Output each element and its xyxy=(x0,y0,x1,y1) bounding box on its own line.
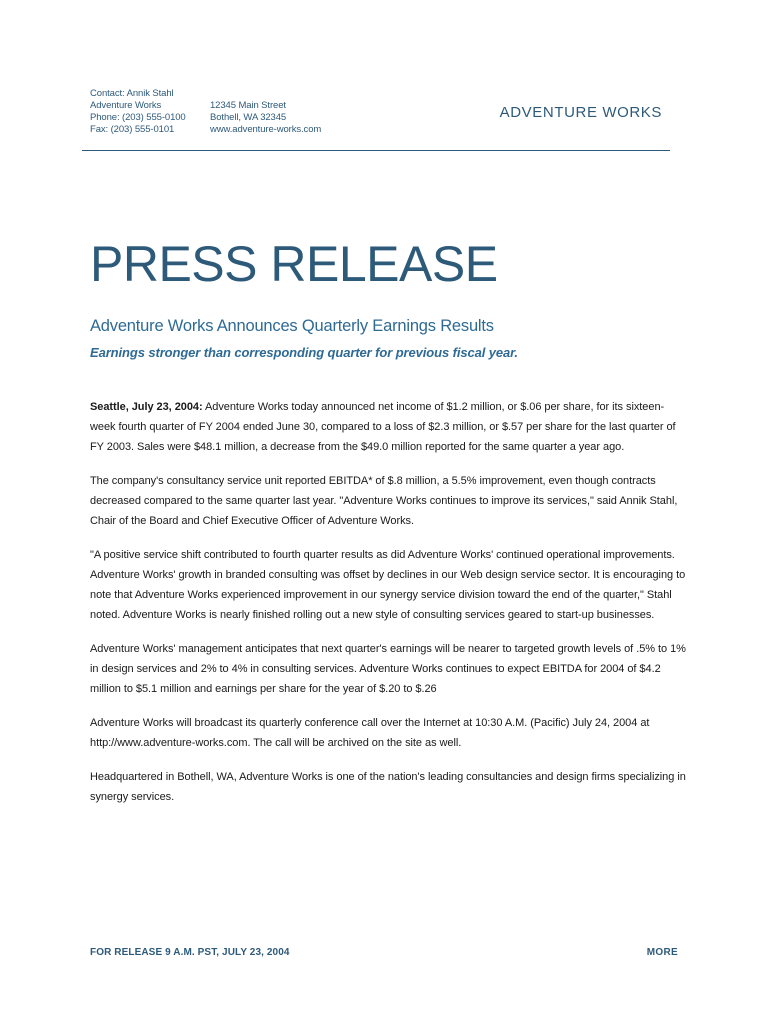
body-text xyxy=(90,397,686,821)
contact-name: Contact: Annik Stahl xyxy=(90,88,174,99)
address-block xyxy=(210,100,321,136)
dateline: Seattle, July 23, 2004: xyxy=(90,401,203,413)
release-note: FOR RELEASE 9 A.M. PST, JULY 23, 2004 xyxy=(90,947,290,958)
address-website: www.adventure-works.com xyxy=(210,124,322,135)
paragraph-2: The company's consultancy service unit reported EBITDA* of $.8 million, a 5.5% improvement, even though contracts decreased compared to the same quarter last year. "Adventure Works continues to improve its services," said Annik Stahl, Chair of the Board and Chief Executive Officer of Adventure Works. xyxy=(90,475,678,527)
document-title: PRESS RELEASE xyxy=(90,236,498,292)
contact-block xyxy=(90,88,186,136)
paragraph-1 xyxy=(90,397,686,457)
letterhead xyxy=(90,88,670,138)
subheadline: Earnings stronger than corresponding quarter for previous fiscal year. xyxy=(90,345,518,360)
company-name: ADVENTURE WORKS xyxy=(499,104,662,121)
headline: Adventure Works Announces Quarterly Earnings Results xyxy=(90,317,494,335)
address-city: Bothell, WA 32345 xyxy=(210,112,287,123)
paragraph-4: Adventure Works' management anticipates that next quarter's earnings will be nearer to targeted growth levels of .5% to 1% in design services and 2% to 4% in consulting services. Adventure Works continues to expect EBITDA for 2004 of $4.2 million to $5.1 million and earnings per share for the year of $.20 to $.26 xyxy=(90,643,686,695)
paragraph-3: "A positive service shift contributed to fourth quarter results as did Adventure Works' continued operational improvements. Adventure Works' growth in branded consulting was offset by declines in our Web design service sector. It is encouraging to note that Adventure Works experienced improvement in our synergy service division toward the end of the quarter," Stahl noted. Adventure Works is nearly finished rolling out a new style of consulting services geared to start-up businesses. xyxy=(90,549,686,621)
paragraph-5: Adventure Works will broadcast its quarterly conference call over the Internet at 10:30 A.M. (Pacific) July 24, 2004 at http://www.adventure-works.com. The call will be archived on the site as well. xyxy=(90,717,650,749)
contact-phone: Phone: (203) 555-0100 xyxy=(90,112,186,123)
paragraph-1-text: Adventure Works today announced net income of $1.2 million, or $.06 per share, for its sixteen-week fourth quarter of FY 2004 ended June 30, compared to a loss of $2.3 million, or $.57 per share for the last quarter of FY 2003. Sales were $48.1 million, a decrease from the $49.0 million reported for the same quarter a year ago. xyxy=(90,401,676,453)
contact-company: Adventure Works xyxy=(90,100,162,111)
contact-fax: Fax: (203) 555-0101 xyxy=(90,124,175,135)
more-indicator: MORE xyxy=(646,947,678,958)
paragraph-6: Headquartered in Bothell, WA, Adventure Works is one of the nation's leading consultancies and design firms specializing in synergy services. xyxy=(90,771,686,803)
address-street: 12345 Main Street xyxy=(210,100,286,111)
header-divider xyxy=(82,150,670,151)
